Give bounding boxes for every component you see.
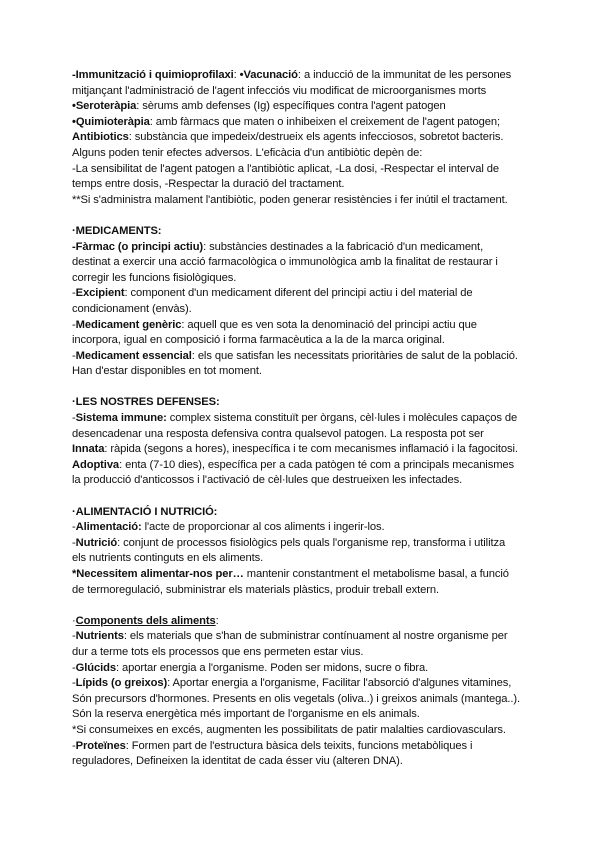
term-medicament-generic: Medicament genèric	[75, 318, 182, 331]
text-line: *Si consumeixes en excés, augmenten les possibilitats de patir malalties cardiovasculars.	[72, 723, 506, 736]
text-span: -	[72, 318, 76, 331]
spacer	[72, 489, 542, 505]
text-line: els nutrients continguts en els aliments.	[72, 552, 264, 565]
spacer	[72, 598, 542, 614]
text-span: -	[72, 287, 76, 300]
text-span: -	[72, 630, 76, 643]
text-span: : sèrums amb defenses (Ig) específiques contra l'agent patogen	[136, 100, 446, 113]
text-line: Són la reserva energètica més important de l'organisme en els animals.	[72, 708, 420, 721]
text-span: -	[72, 521, 76, 534]
text-line	[72, 240, 542, 256]
text-line: reguladores, Defineixen la identitat de cada ésser viu (alteren DNA).	[72, 755, 403, 768]
text-line: Han d'estar disponibles en tot moment.	[72, 365, 262, 378]
text-span: -	[72, 412, 76, 425]
text-line: destinat a exercir una acció farmacològica o immunològica amb la finalitat de restaurar i	[72, 256, 498, 269]
text-line: Alguns poden tenir efectes adversos. L'eficàcia d'un antibiòtic depèn de:	[72, 146, 423, 159]
text-span: l'acte de proporcionar al cos aliments i ingerir-los.	[141, 521, 385, 534]
text-line	[72, 458, 542, 474]
text-line	[72, 739, 542, 755]
text-span: : substància que impedeix/destrueix els agents infecciosos, sobretot bacteris.	[128, 131, 504, 144]
section-immunitzacio	[72, 68, 542, 208]
text-line	[72, 130, 542, 146]
spacer	[72, 208, 542, 224]
section-components	[72, 614, 542, 770]
text-span: -	[72, 739, 76, 752]
term-quimioterapia: •Quimioteràpia	[72, 115, 150, 128]
text-line	[72, 536, 542, 552]
text-span: : component d'un medicament diferent del principi actiu i del material de	[124, 287, 473, 300]
text-line: temps entre dosis, -Respectar la duració del tractament.	[72, 178, 345, 191]
section-heading: ·ALIMENTACIÓ I NUTRICIÓ:	[72, 505, 218, 518]
text-span: -	[72, 349, 76, 362]
term-necessitem: *Necessitem alimentar-nos per…	[72, 568, 244, 580]
text-line: desencadenar una resposta defensiva contra qualsevol patogen. La resposta pot ser	[72, 427, 484, 440]
text-line	[72, 520, 542, 536]
text-line	[72, 318, 542, 334]
text-line: mitjançant l'administració de l'agent infecciós viu modificat de microorganismes morts	[72, 84, 487, 97]
term-vacunacio: •Vacunació	[239, 69, 298, 81]
term-nutricio: Nutrició	[75, 536, 118, 549]
text-line	[72, 661, 542, 677]
text-line	[72, 68, 542, 84]
text-span: : aportar energia a l'organisme. Poden ser midons, sucre o fibra.	[115, 661, 429, 674]
term-medicament-essencial: Medicament essencial	[75, 349, 192, 362]
term-antibiotics: Antibiotics	[72, 131, 129, 144]
text-line: la producció d'anticossos i l'activació de cèl·lules que destrueixen les infectades.	[72, 474, 463, 487]
term-excipient: Excipient	[75, 287, 125, 300]
text-line	[72, 411, 542, 427]
text-line: Són precursors d'hormones. Presents en olis vegetals (oliva..) i greixos animals (mantega..).	[72, 692, 520, 705]
term-lipids: Lípids (o greixos)	[75, 677, 168, 690]
term-proteines: Proteïnes	[75, 739, 126, 752]
section-defenses	[72, 395, 542, 489]
text-line	[72, 99, 542, 115]
text-span: : Formen part de l'estructura bàsica dels teixits, funcions metabòliques i	[125, 739, 473, 752]
heading-components: Components dels aliments	[75, 614, 216, 627]
text-span: -	[72, 677, 76, 690]
text-span: : ràpida (segons a hores), inespecífica i te com mecanismes inflamació i la fagocitosi.	[104, 443, 518, 456]
text-line: **Si s'administra malament l'antibiòtic, poden generar resistències i fer inútil el tractament.	[72, 193, 508, 206]
text-line	[72, 442, 542, 458]
spacer	[72, 380, 542, 396]
text-span: -	[72, 661, 76, 674]
text-span: mantenir constantment el metabolisme basal, a funció	[243, 568, 509, 580]
text-span: :	[215, 614, 219, 627]
text-span: : els materials que s'han de subministrar contínuament al nostre organisme per	[123, 630, 508, 643]
text-line: -La sensibilitat de l'agent patogen a l'antibiòtic aplicat, -La dosi, -Respectar el interval de	[72, 162, 499, 175]
text-line: incorpora, igual en composició i forma farmacèutica a la de la marca original.	[72, 334, 445, 347]
section-alimentacio	[72, 505, 542, 599]
text-line: condicionament (envàs).	[72, 302, 192, 315]
term-farmac: -Fàrmac (o principi actiu)	[72, 240, 204, 253]
text-line	[72, 286, 542, 302]
text-line: corregir les funcions fisiològiques.	[72, 271, 237, 284]
text-span: : Aportar energia a l'organisme, Facilitar l'absorció d'algunes vitamines,	[167, 677, 512, 690]
text-line	[72, 629, 542, 645]
text-span: :	[233, 69, 240, 81]
text-span: : substàncies destinades a la fabricació d'un medicament,	[203, 240, 484, 253]
term-sistema-immune: Sistema immune:	[75, 412, 167, 425]
text-span: -	[72, 536, 76, 549]
text-line	[72, 115, 542, 131]
term-seroterapia: •Seroteràpia	[72, 100, 137, 113]
text-span: : aquell que es ven sota la denominació del principi actiu que	[181, 318, 477, 331]
document-page	[72, 68, 542, 770]
section-heading: ·LES NOSTRES DEFENSES:	[72, 396, 220, 409]
text-span: : amb fàrmacs que maten o inhibeixen el creixement de l'agent patogen;	[149, 115, 500, 128]
text-line	[72, 567, 542, 583]
text-line	[72, 349, 542, 365]
term-nutrients: Nutrients	[75, 630, 124, 643]
section-heading	[72, 614, 542, 630]
term-glucids: Glúcids	[75, 661, 116, 674]
text-line: dur a terme tots els processos que ens permeten estar vius.	[72, 645, 364, 658]
section-medicaments	[72, 224, 542, 380]
term-adoptiva: Adoptiva	[72, 458, 120, 471]
term-immunitzacio: -Immunització i quimioprofilaxi	[72, 69, 234, 81]
text-span: ·	[72, 614, 76, 627]
section-heading: ·MEDICAMENTS:	[72, 224, 162, 237]
text-span: : enta (7-10 dies), específica per a cada patògen té com a principals mecanismes	[119, 458, 515, 471]
text-span: : a inducció de la immunitat de les persones	[297, 69, 512, 81]
text-line	[72, 676, 542, 692]
text-span: : conjunt de processos fisiològics pels quals l'organisme rep, transforma i utilitza	[117, 536, 506, 549]
text-span: : els que satisfan les necessitats prioritàries de salut de la població.	[191, 349, 518, 362]
term-alimentacio: Alimentació:	[75, 521, 142, 534]
text-span: complex sistema constituït per òrgans, cèl·lules i molècules capaços de	[166, 412, 518, 425]
term-innata: Innata	[72, 443, 105, 456]
text-line: de termoregulació, subministrar els materials plàstics, produir treball extern.	[72, 583, 440, 596]
